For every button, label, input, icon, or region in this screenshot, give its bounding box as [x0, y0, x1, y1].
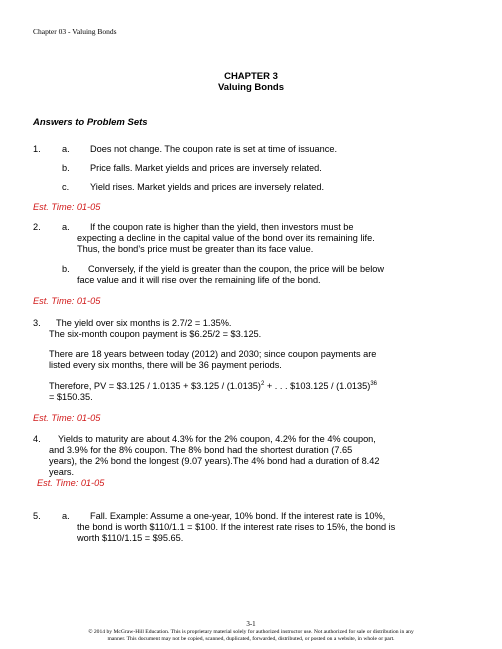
q3-line2: The six-month coupon payment is $6.25/2 = $3.125.: [49, 329, 262, 339]
q3-formula-exp2: 36: [370, 380, 377, 387]
q4-number: 4.: [33, 434, 41, 444]
q3-est-time: Est. Time: 01-05: [33, 413, 101, 423]
q4-est-time: Est. Time: 01-05: [37, 478, 105, 488]
q3-formula-part2: + . . . $103.125 / (1.0135): [264, 381, 371, 391]
q2-a-line1: If the coupon rate is higher than the yield, then investors must be: [90, 222, 354, 232]
q4-line4: years.: [49, 467, 75, 477]
q2-est-time: Est. Time: 01-05: [33, 296, 101, 306]
q1-b-text: Price falls. Market yields and prices are inversely related.: [90, 163, 322, 173]
q4-line3: years), the 2% bond the longest (9.07 years).The 4% bond had a duration of 8.42: [49, 456, 380, 466]
running-header: Chapter 03 - Valuing Bonds: [33, 27, 117, 36]
q4-line2: and 3.9% for the 8% coupon. The 8% bond had the shortest duration (7.65: [49, 445, 353, 455]
q3-number: 3.: [33, 318, 41, 328]
q1-b-label: b.: [62, 163, 70, 173]
q1-c-label: c.: [62, 182, 70, 192]
q1-est-time: Est. Time: 01-05: [33, 202, 101, 212]
chapter-subtitle: Valuing Bonds: [218, 82, 284, 93]
q1-c-text: Yield rises. Market yields and prices are inversely related.: [90, 182, 325, 192]
copyright-line1: © 2014 by McGraw-Hill Education. This is proprietary material solely for authorized instructor use. Not authorized for sale or distribution in any: [88, 629, 414, 635]
q2-number: 2.: [33, 222, 41, 232]
q1-a-label: a.: [62, 144, 70, 154]
q3-formula-part1: Therefore, PV = $3.125 / 1.0135 + $3.125 / (1.0135): [49, 381, 261, 391]
q5-number: 5.: [33, 511, 41, 521]
q1-a-text: Does not change. The coupon rate is set at time of issuance.: [90, 144, 338, 154]
q3-line3: There are 18 years between today (2012) and 2030; since coupon payments are: [49, 349, 377, 359]
q2-b-line2: face value and it will rise over the remaining life of the bond.: [77, 275, 321, 285]
q4-line1: Yields to maturity are about 4.3% for the 2% coupon, 4.2% for the 4% coupon,: [58, 434, 376, 444]
section-heading: Answers to Problem Sets: [33, 117, 148, 128]
q5-a-label: a.: [62, 511, 70, 521]
q2-a-label: a.: [62, 222, 70, 232]
page-number: 3-1: [246, 620, 256, 628]
q2-a-line3: Thus, the bond’s price must be greater than its face value.: [77, 244, 314, 254]
q1-number: 1.: [33, 144, 41, 154]
q5-a-line2: the bond is worth $110/1.1 = $100. If the interest rate rises to 15%, the bond is: [77, 522, 396, 532]
q3-line4: listed every six months, there will be 36 payment periods.: [49, 360, 282, 370]
q2-b-line1: Conversely, if the yield is greater than the coupon, the price will be below: [88, 264, 385, 274]
q3-formula: [49, 381, 377, 393]
q3-line1: The yield over six months is 2.7/2 = 1.35%.: [56, 318, 232, 328]
q2-a-line2: expecting a decline in the capital value of the bond over its remaining life.: [77, 233, 375, 243]
q3-formula-exp1: 2: [260, 380, 265, 387]
q5-a-line3: worth $110/1.15 = $95.65.: [77, 533, 184, 543]
q2-b-label: b.: [62, 264, 70, 274]
copyright-line2: manner. This document may not be copied, scanned, duplicated, forwarded, distributed, or posted on a website, in whole or part.: [107, 636, 395, 642]
q3-result: = $150.35.: [49, 392, 93, 402]
q5-a-line1: Fall. Example: Assume a one-year, 10% bond. If the interest rate is 10%,: [90, 511, 386, 521]
copyright-footer: [20, 629, 482, 643]
chapter-title: CHAPTER 3: [224, 71, 278, 82]
